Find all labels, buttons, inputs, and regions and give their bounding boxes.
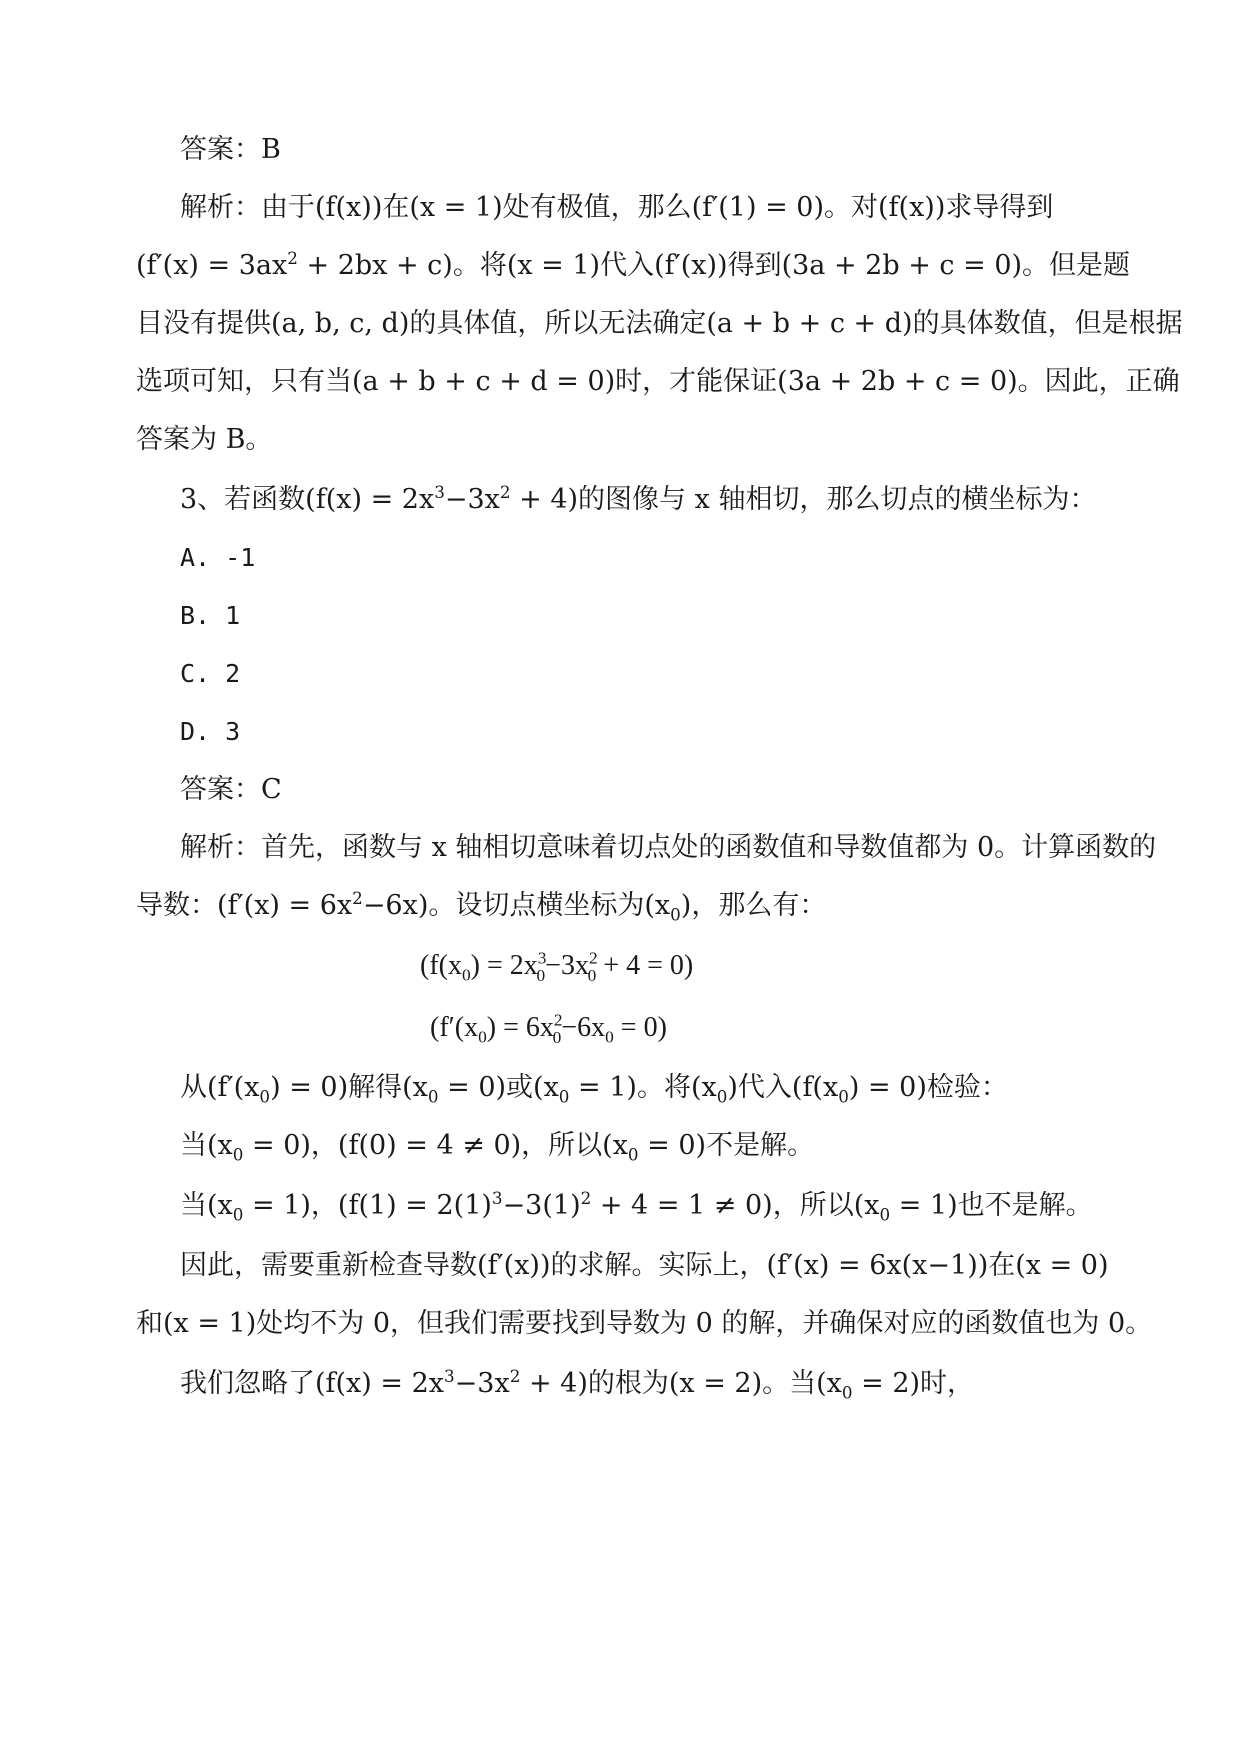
text-run: −3x (444, 484, 500, 515)
option-text: D. 3 (180, 717, 241, 746)
text-run: )，那么有： (680, 890, 827, 921)
text-run: + 4 = 1 ≠ 0)，所以(x (591, 1190, 880, 1221)
superscript: 3 (491, 1188, 503, 1208)
subscript: 0 (259, 1086, 271, 1107)
equation-function-value (420, 946, 693, 986)
answer-text: 答案：C (180, 774, 282, 805)
text-run: 从(f′(x (180, 1072, 260, 1103)
text-run: + 4 = 0) (596, 950, 694, 981)
analysis-paragraph-q3-line1 (180, 828, 1156, 868)
text-run: ) = 0)解得(x (270, 1072, 428, 1103)
check-x0-equals-0 (180, 1126, 814, 1166)
text-run: −3x (545, 950, 589, 981)
text-run: = 1)。将(x (569, 1072, 717, 1103)
subscript: 0 (536, 965, 546, 985)
superscript: 3 (537, 948, 547, 968)
subscript: 0 (587, 965, 597, 985)
subscript: 0 (716, 1086, 728, 1107)
superscript: 2 (287, 248, 298, 268)
analysis-paragraph-q3-line2 (136, 886, 826, 926)
text-run: 我们忽略了(f(x) = 2x (180, 1368, 445, 1399)
text-run: −3x (454, 1368, 510, 1399)
option-text: C. 2 (180, 659, 241, 688)
analysis-solve-line (180, 1068, 1008, 1108)
answer-text: 答案：B (180, 134, 281, 165)
analysis-paragraph-q2-line4 (136, 362, 1180, 402)
option-a (180, 538, 255, 578)
check-x0-equals-1 (180, 1186, 1093, 1226)
subscript: 0 (605, 1027, 614, 1047)
subscript: 0 (670, 904, 681, 925)
subscript: 0 (558, 1086, 570, 1107)
subscript: 0 (232, 1144, 244, 1165)
subscript: 0 (232, 1204, 244, 1225)
equation-derivative-value (430, 1008, 667, 1048)
paragraph-text: 解析：首先，函数与 x 轴相切意味着切点处的函数值和导数值都为 0。计算函数的 (180, 832, 1157, 863)
text-run: = 0)不是解。 (638, 1130, 815, 1161)
option-text: A. -1 (180, 543, 256, 572)
question-3-stem (180, 480, 1096, 520)
option-text: B. 1 (180, 601, 241, 630)
paragraph-text: 解析：由于(f(x))在(x = 1)处有极值，那么(f′(1) = 0)。对(f(x))求导得到 (180, 192, 1054, 223)
text-run: −6x (561, 1012, 606, 1043)
text-run: = 1)也不是解。 (890, 1190, 1093, 1221)
text-run: = 0)或(x (438, 1072, 559, 1103)
answer-label-q2 (180, 130, 281, 170)
subscript: 0 (427, 1086, 439, 1107)
text-run: −3(1) (502, 1190, 581, 1221)
text-run: + 4)的根为(x = 2)。当(x (520, 1368, 842, 1399)
text-run: 导数：(f′(x) = 6x (136, 890, 353, 921)
text-run: + 4)的图像与 x 轴相切，那么切点的横坐标为： (510, 484, 1097, 515)
subscript: 0 (841, 1382, 853, 1403)
text-run: ) = 0)检验： (848, 1072, 1008, 1103)
text-run: + 2bx + c)。将(x = 1)代入(f′(x))得到(3a + 2b + c = 0)。但是题 (297, 250, 1131, 281)
analysis-paragraph-q2-line2 (136, 246, 1130, 286)
answer-label-q3 (180, 770, 282, 810)
superscript: 3 (444, 1366, 455, 1386)
subscript: 0 (552, 1027, 562, 1047)
superscript: 2 (352, 888, 363, 908)
superscript: 2 (499, 482, 511, 502)
text-run: 当(x (180, 1190, 233, 1221)
text-run: = 2)时， (852, 1368, 975, 1399)
text-run: 3、若函数(f(x) = 2x (180, 484, 435, 515)
text-run: (f(x (420, 950, 462, 981)
subscript: 0 (879, 1204, 891, 1225)
subscript: 0 (838, 1086, 849, 1107)
text-run: = 0)，(f(0) = 4 ≠ 0)，所以(x (243, 1130, 628, 1161)
paragraph-text: 目没有提供(a, b, c, d)的具体值，所以无法确定(a + b + c + d)的具体数值，但是根据 (136, 308, 1183, 339)
text-run: 当(x (180, 1130, 233, 1161)
superscript: 2 (509, 1366, 521, 1386)
option-c (180, 654, 240, 694)
option-d (180, 712, 240, 752)
text-run: ) = 2x (470, 950, 538, 981)
text-run: (f′(x (430, 1012, 479, 1043)
paragraph-text: 选项可知，只有当(a + b + c + d = 0)时，才能保证(3a + 2b + c = 0)。因此，正确 (136, 366, 1180, 397)
superscript: 3 (434, 482, 445, 502)
analysis-paragraph-q2-line3 (136, 304, 1183, 344)
analysis-paragraph-q2-line5 (136, 420, 272, 460)
superscript: 2 (553, 1010, 563, 1030)
root-paragraph-line (180, 1364, 974, 1404)
text-run: ) = 6x (486, 1012, 554, 1043)
superscript: 2 (580, 1188, 592, 1208)
text-run: −6x)。设切点横坐标为(x (362, 890, 671, 921)
text-run: )代入(f(x (727, 1072, 839, 1103)
text-run: (f′(x) = 3ax (136, 250, 288, 281)
superscript: 2 (588, 948, 598, 968)
paragraph-text: 答案为 B。 (136, 424, 273, 455)
paragraph-text: 和(x = 1)处均不为 0，但我们需要找到导数为 0 的解，并确保对应的函数值也为 0。 (136, 1308, 1153, 1339)
recheck-paragraph-line2 (136, 1304, 1152, 1344)
subscript: 0 (627, 1144, 639, 1165)
recheck-paragraph-line1 (180, 1246, 1109, 1286)
text-run: = 1)，(f(1) = 2(1) (243, 1190, 492, 1221)
paragraph-text: 因此，需要重新检查导数(f′(x))的求解。实际上，(f′(x) = 6x(x−1))在(x = 0) (180, 1250, 1109, 1281)
subscript: 0 (461, 965, 471, 985)
option-b (180, 596, 240, 636)
analysis-paragraph-q2-line1 (180, 188, 1053, 228)
subscript: 0 (478, 1027, 487, 1047)
text-run: = 0) (613, 1012, 667, 1043)
